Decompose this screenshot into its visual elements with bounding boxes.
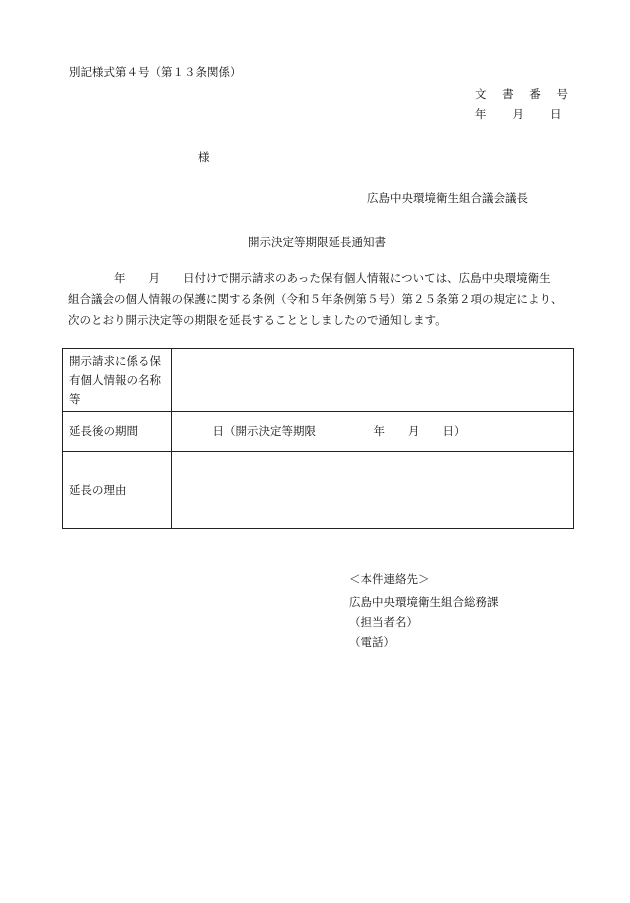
contact-phone: （電話） [349,635,395,649]
date-month: 月 [512,107,524,121]
row-value-extension-reason [172,452,574,529]
label-line: 開示請求に係る保 [69,353,161,368]
document-number-label: 文 書 番 号 [475,87,574,101]
contact-heading: ＜本件連絡先＞ [349,572,430,586]
table-row [63,412,574,452]
document-title: 開示決定等期限延長通知書 [248,235,386,249]
notice-body [68,268,576,331]
contact-person: （担当者名） [349,615,418,629]
sender-name: 広島中央環境衛生組合議会議長 [367,191,528,205]
label-line: 有個人情報の名称 [69,372,161,387]
table-row [63,349,574,412]
date-line [475,106,562,122]
row-label-information-name [63,349,172,412]
date-day: 日 [550,107,562,121]
body-line-3: 次のとおり開示決定等の期限を延長することとしましたので通知します。 [68,313,447,327]
date-year: 年 [475,107,487,121]
extension-info-table [62,348,574,529]
table-row [63,452,574,529]
contact-department: 広島中央環境衛生組合総務課 [349,595,499,609]
row-value-extended-period: 日（開示決定等期限 年 月 日） [172,412,574,452]
row-label-extended-period: 延長後の期間 [63,412,172,452]
body-line-2: 組合議会の個人情報の保護に関する条例（令和５年条例第５号）第２５条第２項の規定により、 [68,292,563,306]
row-value-information-name [172,349,574,412]
form-label: 別記様式第４号（第１３条関係） [69,65,242,79]
row-label-extension-reason: 延長の理由 [63,452,172,529]
addressee-suffix: 様 [198,150,210,164]
body-line-1: 年 月 日付けで開示請求のあった保有個人情報については、広島中央環境衛生 [68,271,551,285]
label-line: 等 [69,391,81,406]
